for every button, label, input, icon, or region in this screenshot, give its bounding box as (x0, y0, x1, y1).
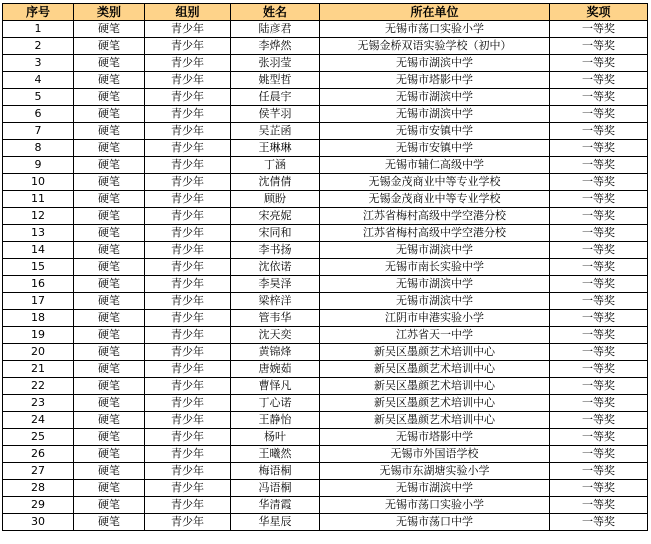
table-row (3, 514, 648, 531)
cell-category: 硬笔 (74, 242, 145, 259)
cell-award: 一等奖 (550, 276, 648, 293)
cell-award: 一等奖 (550, 38, 648, 55)
cell-award: 一等奖 (550, 242, 648, 259)
cell-category: 硬笔 (74, 89, 145, 106)
cell-index: 24 (3, 412, 74, 429)
cell-group: 青少年 (145, 446, 231, 463)
cell-name: 陆彦君 (231, 21, 320, 38)
cell-award: 一等奖 (550, 463, 648, 480)
cell-award: 一等奖 (550, 191, 648, 208)
cell-index: 23 (3, 395, 74, 412)
table-row (3, 480, 648, 497)
cell-name: 华清霞 (231, 497, 320, 514)
cell-group: 青少年 (145, 140, 231, 157)
cell-name: 沈天奕 (231, 327, 320, 344)
cell-name: 任晨宇 (231, 89, 320, 106)
cell-school: 无锡市湖滨中学 (320, 55, 550, 72)
table-row (3, 55, 648, 72)
table-row (3, 259, 648, 276)
table-row (3, 378, 648, 395)
cell-group: 青少年 (145, 429, 231, 446)
cell-group: 青少年 (145, 242, 231, 259)
table-row (3, 361, 648, 378)
cell-award: 一等奖 (550, 446, 648, 463)
header-award: 奖项 (550, 4, 648, 21)
cell-group: 青少年 (145, 259, 231, 276)
cell-group: 青少年 (145, 89, 231, 106)
cell-award: 一等奖 (550, 378, 648, 395)
cell-name: 曹怿凡 (231, 378, 320, 395)
cell-name: 李烨然 (231, 38, 320, 55)
cell-group: 青少年 (145, 480, 231, 497)
cell-school: 无锡市东湖塘实验小学 (320, 463, 550, 480)
cell-group: 青少年 (145, 361, 231, 378)
cell-award: 一等奖 (550, 174, 648, 191)
cell-award: 一等奖 (550, 310, 648, 327)
cell-award: 一等奖 (550, 497, 648, 514)
cell-index: 2 (3, 38, 74, 55)
cell-award: 一等奖 (550, 344, 648, 361)
cell-group: 青少年 (145, 378, 231, 395)
table-row (3, 208, 648, 225)
cell-category: 硬笔 (74, 174, 145, 191)
cell-name: 李书扬 (231, 242, 320, 259)
table-row (3, 293, 648, 310)
cell-group: 青少年 (145, 38, 231, 55)
cell-category: 硬笔 (74, 157, 145, 174)
cell-index: 27 (3, 463, 74, 480)
cell-category: 硬笔 (74, 310, 145, 327)
cell-name: 沈依诺 (231, 259, 320, 276)
cell-name: 管韦华 (231, 310, 320, 327)
table-row (3, 497, 648, 514)
cell-group: 青少年 (145, 497, 231, 514)
cell-award: 一等奖 (550, 106, 648, 123)
cell-index: 8 (3, 140, 74, 157)
cell-school: 新吴区墨颜艺术培训中心 (320, 395, 550, 412)
cell-group: 青少年 (145, 293, 231, 310)
table-row (3, 242, 648, 259)
cell-name: 侯芊羽 (231, 106, 320, 123)
cell-index: 19 (3, 327, 74, 344)
table-row (3, 463, 648, 480)
cell-name: 沈倩倩 (231, 174, 320, 191)
cell-category: 硬笔 (74, 378, 145, 395)
cell-name: 王琳琳 (231, 140, 320, 157)
table-row (3, 344, 648, 361)
cell-name: 王静怡 (231, 412, 320, 429)
cell-category: 硬笔 (74, 208, 145, 225)
table-row (3, 276, 648, 293)
cell-school: 江苏省梅村高级中学空港分校 (320, 225, 550, 242)
table-row (3, 123, 648, 140)
cell-group: 青少年 (145, 412, 231, 429)
cell-name: 冯语桐 (231, 480, 320, 497)
cell-school: 无锡市塔影中学 (320, 72, 550, 89)
table-row (3, 38, 648, 55)
table-row (3, 72, 648, 89)
cell-category: 硬笔 (74, 514, 145, 531)
cell-school: 无锡市荡口实验小学 (320, 21, 550, 38)
cell-school: 无锡市辅仁高级中学 (320, 157, 550, 174)
cell-category: 硬笔 (74, 480, 145, 497)
award-table-container (2, 3, 648, 531)
cell-school: 新吴区墨颜艺术培训中心 (320, 378, 550, 395)
cell-index: 28 (3, 480, 74, 497)
cell-category: 硬笔 (74, 140, 145, 157)
cell-name: 姚型哲 (231, 72, 320, 89)
cell-name: 李昊泽 (231, 276, 320, 293)
cell-group: 青少年 (145, 174, 231, 191)
cell-category: 硬笔 (74, 361, 145, 378)
cell-name: 丁心诺 (231, 395, 320, 412)
cell-name: 吴芷函 (231, 123, 320, 140)
cell-award: 一等奖 (550, 361, 648, 378)
cell-group: 青少年 (145, 21, 231, 38)
cell-category: 硬笔 (74, 191, 145, 208)
cell-award: 一等奖 (550, 259, 648, 276)
cell-category: 硬笔 (74, 412, 145, 429)
cell-group: 青少年 (145, 327, 231, 344)
cell-award: 一等奖 (550, 327, 648, 344)
cell-category: 硬笔 (74, 497, 145, 514)
table-row (3, 89, 648, 106)
table-row (3, 191, 648, 208)
cell-school: 无锡市湖滨中学 (320, 276, 550, 293)
table-row (3, 446, 648, 463)
cell-name: 丁涵 (231, 157, 320, 174)
cell-category: 硬笔 (74, 259, 145, 276)
cell-name: 唐婉茹 (231, 361, 320, 378)
cell-category: 硬笔 (74, 55, 145, 72)
cell-index: 3 (3, 55, 74, 72)
table-row (3, 412, 648, 429)
table-row (3, 395, 648, 412)
table-row (3, 429, 648, 446)
cell-group: 青少年 (145, 514, 231, 531)
cell-group: 青少年 (145, 123, 231, 140)
cell-index: 13 (3, 225, 74, 242)
cell-award: 一等奖 (550, 157, 648, 174)
table-row (3, 21, 648, 38)
cell-category: 硬笔 (74, 276, 145, 293)
cell-index: 29 (3, 497, 74, 514)
cell-category: 硬笔 (74, 21, 145, 38)
cell-school: 无锡市荡口实验小学 (320, 497, 550, 514)
table-row (3, 225, 648, 242)
cell-group: 青少年 (145, 72, 231, 89)
cell-award: 一等奖 (550, 412, 648, 429)
cell-school: 无锡市南长实验中学 (320, 259, 550, 276)
cell-group: 青少年 (145, 463, 231, 480)
cell-category: 硬笔 (74, 293, 145, 310)
cell-index: 25 (3, 429, 74, 446)
cell-index: 15 (3, 259, 74, 276)
cell-award: 一等奖 (550, 123, 648, 140)
cell-index: 14 (3, 242, 74, 259)
cell-award: 一等奖 (550, 395, 648, 412)
cell-category: 硬笔 (74, 429, 145, 446)
table-body (3, 21, 648, 531)
cell-group: 青少年 (145, 344, 231, 361)
award-table (2, 3, 648, 531)
cell-category: 硬笔 (74, 106, 145, 123)
cell-school: 无锡市湖滨中学 (320, 242, 550, 259)
cell-group: 青少年 (145, 225, 231, 242)
cell-category: 硬笔 (74, 38, 145, 55)
cell-school: 新吴区墨颜艺术培训中心 (320, 412, 550, 429)
cell-school: 无锡市荡口中学 (320, 514, 550, 531)
cell-category: 硬笔 (74, 463, 145, 480)
cell-award: 一等奖 (550, 429, 648, 446)
header-name: 姓名 (231, 4, 320, 21)
table-row (3, 106, 648, 123)
cell-award: 一等奖 (550, 225, 648, 242)
cell-school: 无锡金茂商业中等专业学校 (320, 191, 550, 208)
cell-school: 新吴区墨颜艺术培训中心 (320, 361, 550, 378)
cell-school: 无锡金茂商业中等专业学校 (320, 174, 550, 191)
cell-index: 30 (3, 514, 74, 531)
cell-index: 4 (3, 72, 74, 89)
cell-category: 硬笔 (74, 395, 145, 412)
table-row (3, 140, 648, 157)
cell-school: 无锡市外国语学校 (320, 446, 550, 463)
cell-name: 顾盼 (231, 191, 320, 208)
cell-award: 一等奖 (550, 72, 648, 89)
cell-category: 硬笔 (74, 344, 145, 361)
cell-index: 7 (3, 123, 74, 140)
cell-school: 无锡市安镇中学 (320, 123, 550, 140)
cell-name: 杨叶 (231, 429, 320, 446)
cell-group: 青少年 (145, 208, 231, 225)
cell-group: 青少年 (145, 55, 231, 72)
header-index: 序号 (3, 4, 74, 21)
cell-group: 青少年 (145, 395, 231, 412)
header-school: 所在单位 (320, 4, 550, 21)
cell-group: 青少年 (145, 310, 231, 327)
cell-category: 硬笔 (74, 446, 145, 463)
header-group: 组别 (145, 4, 231, 21)
cell-group: 青少年 (145, 157, 231, 174)
cell-award: 一等奖 (550, 140, 648, 157)
cell-index: 11 (3, 191, 74, 208)
cell-index: 6 (3, 106, 74, 123)
cell-index: 20 (3, 344, 74, 361)
cell-name: 宋同和 (231, 225, 320, 242)
cell-award: 一等奖 (550, 293, 648, 310)
cell-name: 华星辰 (231, 514, 320, 531)
cell-index: 1 (3, 21, 74, 38)
cell-name: 王曦然 (231, 446, 320, 463)
cell-group: 青少年 (145, 106, 231, 123)
table-row (3, 174, 648, 191)
header-category: 类别 (74, 4, 145, 21)
cell-school: 无锡市湖滨中学 (320, 293, 550, 310)
cell-award: 一等奖 (550, 21, 648, 38)
cell-index: 17 (3, 293, 74, 310)
cell-category: 硬笔 (74, 72, 145, 89)
cell-school: 无锡市安镇中学 (320, 140, 550, 157)
cell-school: 无锡市湖滨中学 (320, 89, 550, 106)
cell-school: 无锡市湖滨中学 (320, 480, 550, 497)
cell-name: 宋亮妮 (231, 208, 320, 225)
table-row (3, 310, 648, 327)
cell-index: 9 (3, 157, 74, 174)
cell-school: 无锡市塔影中学 (320, 429, 550, 446)
cell-award: 一等奖 (550, 55, 648, 72)
cell-award: 一等奖 (550, 514, 648, 531)
cell-award: 一等奖 (550, 89, 648, 106)
cell-index: 26 (3, 446, 74, 463)
cell-school: 无锡金桥双语实验学校（初中） (320, 38, 550, 55)
cell-group: 青少年 (145, 276, 231, 293)
cell-school: 江阴市申港实验小学 (320, 310, 550, 327)
header-row (3, 4, 648, 21)
cell-index: 5 (3, 89, 74, 106)
table-row (3, 157, 648, 174)
cell-index: 12 (3, 208, 74, 225)
cell-index: 21 (3, 361, 74, 378)
table-row (3, 327, 648, 344)
cell-index: 16 (3, 276, 74, 293)
cell-school: 江苏省天一中学 (320, 327, 550, 344)
cell-school: 江苏省梅村高级中学空港分校 (320, 208, 550, 225)
cell-school: 无锡市湖滨中学 (320, 106, 550, 123)
cell-index: 10 (3, 174, 74, 191)
cell-name: 黄锦烽 (231, 344, 320, 361)
cell-name: 梅语桐 (231, 463, 320, 480)
cell-group: 青少年 (145, 191, 231, 208)
cell-school: 新吴区墨颜艺术培训中心 (320, 344, 550, 361)
cell-award: 一等奖 (550, 208, 648, 225)
cell-index: 22 (3, 378, 74, 395)
cell-category: 硬笔 (74, 123, 145, 140)
cell-category: 硬笔 (74, 327, 145, 344)
cell-name: 梁梓洋 (231, 293, 320, 310)
cell-award: 一等奖 (550, 480, 648, 497)
cell-category: 硬笔 (74, 225, 145, 242)
cell-name: 张羽莹 (231, 55, 320, 72)
cell-index: 18 (3, 310, 74, 327)
